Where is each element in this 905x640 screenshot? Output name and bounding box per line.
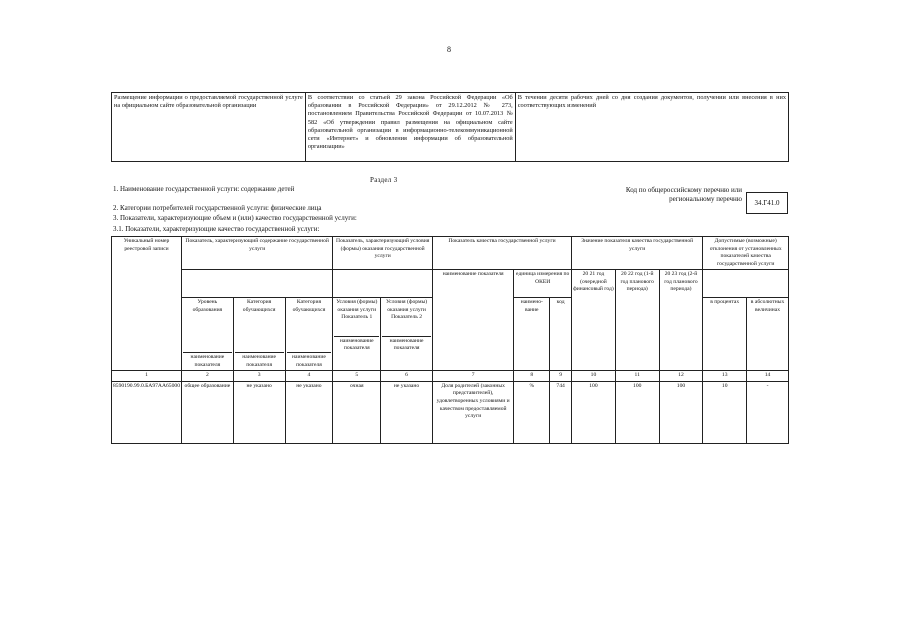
cell-percent: 10 <box>703 381 747 443</box>
header-unit: единица измерения по ОКЕИ <box>514 270 572 298</box>
col-number: 4 <box>285 371 333 382</box>
col-number: 9 <box>550 371 572 382</box>
cell-level: общее образование <box>182 381 234 443</box>
col-number: 1 <box>112 371 182 382</box>
cell-condition-2: не указано <box>381 381 433 443</box>
cell-condition-1: очная <box>333 381 381 443</box>
indicators-heading: 3. Показатели, характеризующие объем и (или) качество государственной услуги: <box>113 214 357 222</box>
header-quality: Показатель качества государственной услуги <box>432 237 571 270</box>
header-condition-1: Условия (формы) оказания услуги Показатель 1 наименование показателя <box>333 298 381 371</box>
col-number: 8 <box>514 371 550 382</box>
header-year-3: 20 23 год (2-й год планового периода) <box>659 270 703 371</box>
section-title: Раздел 3 <box>370 176 398 184</box>
header-year-1: 20 21 год (очередной финансовый год) <box>572 270 616 371</box>
cell-value-3: 100 <box>659 381 703 443</box>
col-number: 5 <box>333 371 381 382</box>
consumer-category: 2. Категории потребителей государственной услуги: физические лица <box>113 204 322 212</box>
quality-heading: 3.1. Показатели, характеризующие качество государственной услуги: <box>113 225 320 233</box>
header-deviation: Допустимые (возможные) отклонения от установленных показателей качества государственной услуги <box>703 237 789 270</box>
info-cell-2: В соответствии со статьей 29 закона Российской Федерации «Об образовании в Российской Федерации» от 29.12.2012 № 273, постановлением Правительства Российской Федерации от 10.07.2013 № 582 «Об утверждении правил размещения на официальном сайте образовательной организации в информационно-телекоммуникационной сети «Интернет» и обновления информации об образовательной организации» <box>305 93 515 162</box>
info-cell-1: Размещение информации о предоставляемой государственной услуге на официальном сайте образовательной организации <box>112 93 306 162</box>
code-label: Код по общероссийскому перечню или региональному перечню <box>625 186 742 204</box>
header-absolute: в абсолютных величинах <box>747 298 789 371</box>
cell-unit: % <box>514 381 550 443</box>
header-percent: в процентах <box>703 298 747 371</box>
header-unit-code: код <box>550 298 572 371</box>
header-level: Уровень образования наименование показателя <box>182 298 234 371</box>
col-number: 13 <box>703 371 747 382</box>
header-category-1: Категория обучающихся наименование показателя <box>233 298 285 371</box>
header-conditions: Показатель, характеризующий условия (формы) оказания государственной услуги <box>333 237 433 270</box>
header-unit-name: наимено-вание <box>514 298 550 371</box>
info-table <box>111 92 789 162</box>
header-year-2: 20 22 год (1-й год планового периода) <box>615 270 659 371</box>
quality-table <box>111 236 789 444</box>
service-name: 1. Наименование государственной услуги: содержание детей <box>113 185 295 193</box>
col-number: 6 <box>381 371 433 382</box>
col-number: 14 <box>747 371 789 382</box>
header-values: Значение показателя качества государственной услуги <box>572 237 703 270</box>
header-condition-2: Условия (формы) оказания услуги Показатель 2 наименование показателя <box>381 298 433 371</box>
cell-code: 744 <box>550 381 572 443</box>
cell-category-1: не указано <box>233 381 285 443</box>
col-number: 2 <box>182 371 234 382</box>
code-value: 34.Г41.0 <box>746 192 788 214</box>
header-content: Показатель, характеризующий содержание государственной услуги <box>182 237 333 270</box>
header-category-2: Категория обучающихся наименование показателя <box>285 298 333 371</box>
col-number: 7 <box>432 371 513 382</box>
col-number: 3 <box>233 371 285 382</box>
cell-indicator: Доля родителей (законных представителей), удовлетворенных условиями и качеством предоставляемой услуги <box>432 381 513 443</box>
cell-category-2: не указано <box>285 381 333 443</box>
col-number: 10 <box>572 371 616 382</box>
cell-id: 8590190.99.0.БА97АА65000 <box>112 381 182 443</box>
cell-absolute: - <box>747 381 789 443</box>
cell-value-1: 100 <box>572 381 616 443</box>
col-number: 12 <box>659 371 703 382</box>
col-number: 11 <box>615 371 659 382</box>
cell-value-2: 100 <box>615 381 659 443</box>
info-cell-3: В течении десяти рабочих дней со дня создания документов, получении или внесения в них соответствующих изменений <box>515 93 788 162</box>
page-number: 8 <box>447 45 451 54</box>
header-indicator-name: наименование показателя <box>432 270 513 371</box>
table-row <box>112 381 789 443</box>
header-unique-number: Уникальный номер реестровой записи <box>112 237 182 371</box>
